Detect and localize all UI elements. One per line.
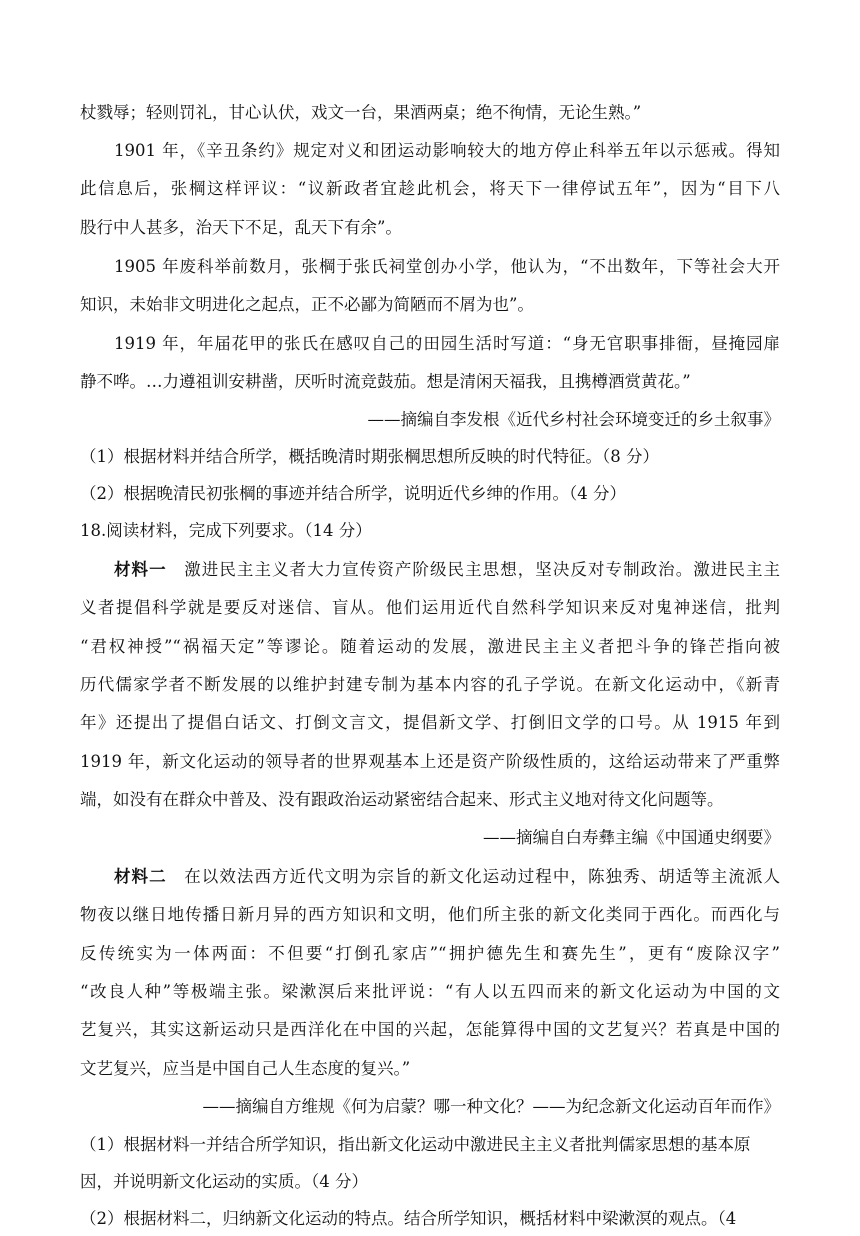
text-line: “君权神授”“祸福天定”等谬论。随着运动的发展，激进民主主义者把斗争的锋芒指向被 <box>80 637 780 656</box>
text-line: 1919 年，年届花甲的张氏在感叹自己的田园生活时写道：“身无官职事排衙，昼掩园扉 <box>114 334 780 353</box>
text-line: 义者提倡科学就是要反对迷信、盲从。他们运用近代自然科学知识来反对鬼神迷信，批判 <box>80 598 780 617</box>
text-line: 1919 年，新文化运动的领导者的世界观基本上还是资产阶级性质的，这给运动带来了严重弊 <box>80 752 780 771</box>
question-1: （1）根据材料并结合所学，概括晚清时期张棡思想所反映的时代特征。（8 分） <box>80 447 659 466</box>
text-line: 文艺复兴，应当是中国自己人生态度的复兴。” <box>80 1059 411 1078</box>
question-2: （2）根据材料二，归纳新文化运动的特点。结合所学知识，概括材料中梁漱溟的观点。（4 <box>80 1209 737 1228</box>
text-line: 物夜以继日地传播日新月异的西方知识和文明，他们所主张的新文化类同于西化。而西化与 <box>80 905 780 924</box>
text-line: 知识，未始非文明进化之起点，正不必鄙为简陋而不屑为也”。 <box>80 295 534 314</box>
question-heading: 18.阅读材料，完成下列要求。（14 分） <box>80 521 372 540</box>
text-line: 历代儒家学者不断发展的以维护封建专制为基本内容的孔子学说。在新文化运动中，《新青 <box>80 675 780 694</box>
material-label: 材料一 <box>114 560 167 579</box>
source-citation: ——摘编自方维规《何为启蒙？哪一种文化？——为纪念新文化运动百年而作》 <box>202 1097 780 1116</box>
text-line: 股行中人甚多，治天下不足，乱天下有余”。 <box>80 218 402 237</box>
material-paragraph <box>114 553 780 587</box>
text-line: 端，如没有在群众中普及、没有跟政治运动紧密结合起来、形式主义地对待文化问题等。 <box>80 790 724 809</box>
text-line: 反传统实为一体两面：不但要“打倒孔家店”“拥护德先生和赛先生”，更有“废除汉字” <box>80 944 780 963</box>
text-line: 此信息后，张棡这样评议：“议新政者宜趁此机会，将天下一律停试五年”，因为“目下八 <box>80 179 780 198</box>
text-line: 艺复兴，其实这新运动只是西洋化在中国的兴起，怎能算得中国的文艺复兴？若真是中国的 <box>80 1020 780 1039</box>
source-citation: ——摘编自李发根《近代乡村社会环境变迁的乡土叙事》 <box>367 410 780 429</box>
material-paragraph <box>114 860 780 894</box>
question-2: （2）根据晚清民初张棡的事迹并结合所学，说明近代乡绅的作用。（4 分） <box>80 484 626 503</box>
text-line: 年》还提出了提倡白话文、打倒文言文，提倡新文学、打倒旧文学的口号。从 1915 年到 <box>80 713 780 732</box>
text-span: 激进民主主义者大力宣传资产阶级民主思想，坚决反对专制政治。激进民主主 <box>183 560 781 579</box>
text-line: 因，并说明新文化运动的实质。（4 分） <box>80 1172 368 1191</box>
text-line: 静不哗。…力遵祖训安耕凿，厌听时流竞鼓茄。想是清闲天福我，且携樽酒赏黄花。” <box>80 372 691 391</box>
text-line: 杖戮辱；轻则罚礼，甘心认伏，戏文一台，果酒两桌；绝不徇情，无论生熟。” <box>80 103 642 122</box>
material-label: 材料二 <box>114 867 167 886</box>
text-line: 1901 年，《辛丑条约》规定对义和团运动影响较大的地方停止科举五年以示惩戒。得知 <box>114 141 780 160</box>
source-citation: ——摘编自白寿彝主编《中国通史纲要》 <box>483 828 780 847</box>
text-span: 在以效法西方近代文明为宗旨的新文化运动过程中，陈独秀、胡适等主流派人 <box>183 867 781 886</box>
question-1: （1）根据材料一并结合所学知识，指出新文化运动中激进民主主义者批判儒家思想的基本原 <box>80 1135 751 1154</box>
text-line: 1905 年废科举前数月，张棡于张氏祠堂创办小学，他认为，“不出数年，下等社会大开 <box>114 257 780 276</box>
text-line: “改良人种”等极端主张。梁漱溟后来批评说：“有人以五四而来的新文化运动为中国的文 <box>80 982 780 1001</box>
